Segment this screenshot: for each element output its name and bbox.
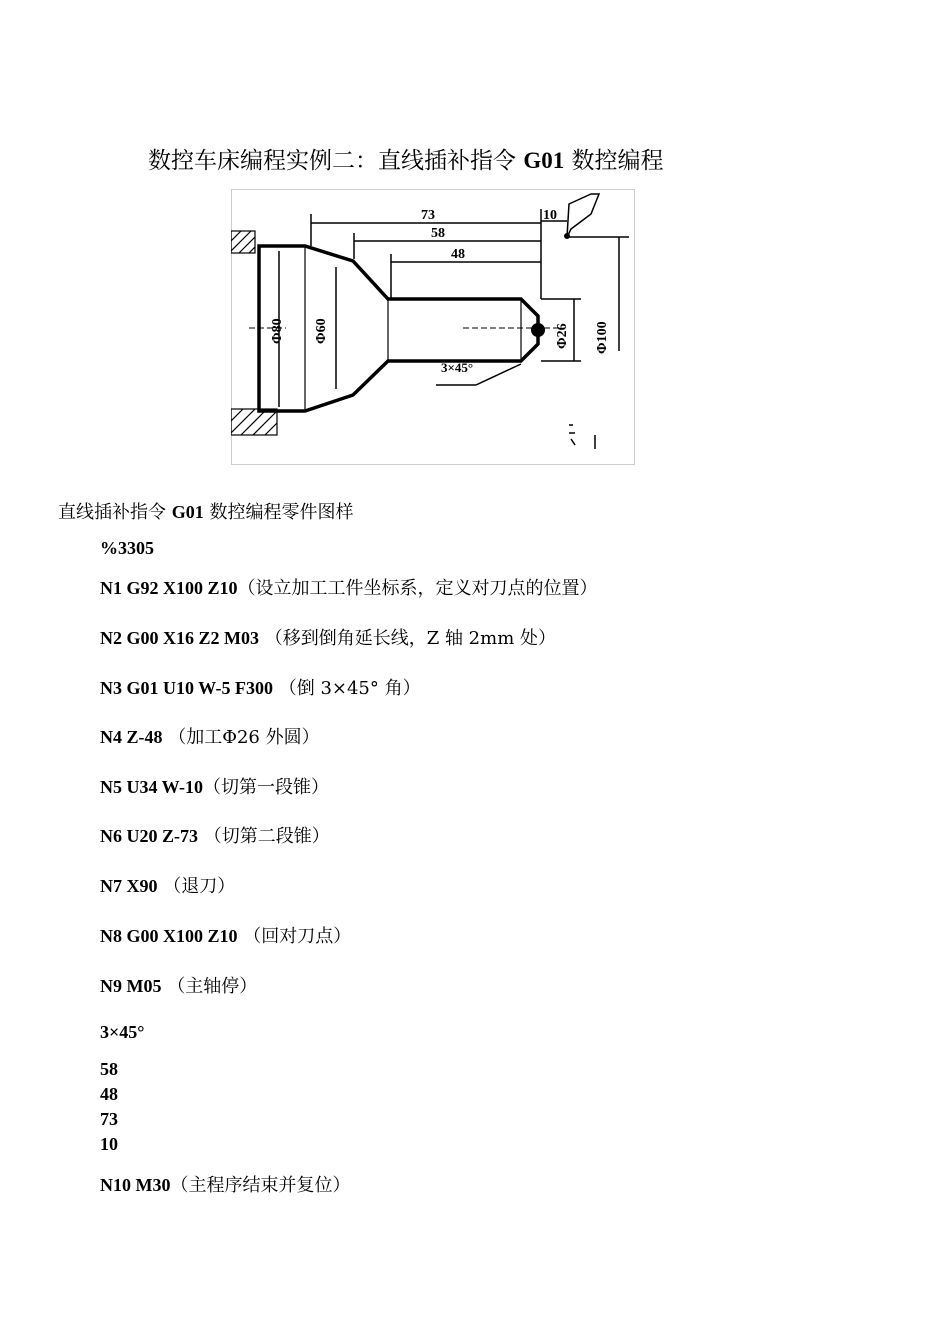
- svg-text:73: 73: [421, 208, 435, 223]
- loose-value: 58: [100, 1059, 118, 1079]
- program-line: %3305: [100, 538, 154, 558]
- program-line: N6 U20 Z-73 （切第二段锥）: [100, 826, 330, 847]
- program-line: N9 M05 （主轴停）: [100, 976, 258, 997]
- program-line: N1 G92 X100 Z10（设立加工工件坐标系，定义对刀点的位置）: [100, 578, 598, 599]
- svg-text:Φ80: Φ80: [270, 318, 285, 344]
- loose-value: 48: [100, 1084, 118, 1104]
- figure-caption: 直线插补指令 G01 数控编程零件图样: [58, 502, 354, 523]
- program-line: N5 U34 W-10（切第一段锥）: [100, 777, 329, 798]
- program-line: N7 X90 （退刀）: [100, 876, 236, 897]
- program-line: N3 G01 U10 W-5 F300 （倒 3×45° 角）: [100, 678, 421, 699]
- program-line: N4 Z-48 （加工Φ26 外圆）: [100, 727, 320, 748]
- loose-value: 10: [100, 1134, 118, 1154]
- loose-value: 73: [100, 1109, 118, 1129]
- svg-text:Φ26: Φ26: [555, 323, 570, 349]
- svg-text:Φ60: Φ60: [314, 318, 329, 344]
- part-drawing: [231, 189, 635, 465]
- page-title: 数控车床编程实例二：直线插补指令 G01 数控编程: [148, 148, 664, 174]
- program-line-final: N10 M30（主程序结束并复位）: [100, 1175, 351, 1196]
- svg-text:58: 58: [431, 226, 445, 241]
- loose-value: 3×45°: [100, 1022, 145, 1042]
- svg-text:Φ100: Φ100: [595, 321, 610, 354]
- svg-text:3×45°: 3×45°: [441, 360, 474, 375]
- svg-text:10: 10: [543, 208, 557, 223]
- program-line: N2 G00 X16 Z2 M03 （移到倒角延长线，Z 轴 2mm 处）: [100, 628, 556, 649]
- program-line: N8 G00 X100 Z10 （回对刀点）: [100, 926, 352, 947]
- svg-text:48: 48: [451, 247, 465, 262]
